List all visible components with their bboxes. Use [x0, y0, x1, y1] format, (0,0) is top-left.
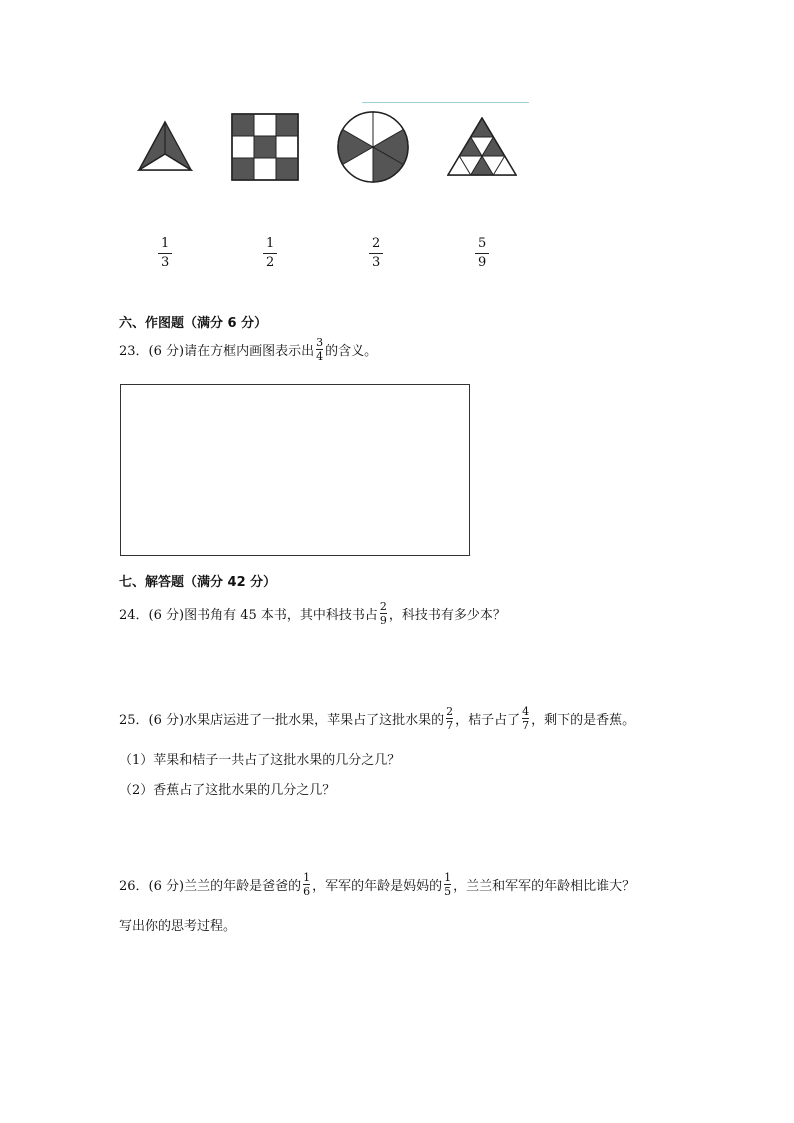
fraction-denominator: 2: [266, 255, 275, 270]
triangle-ninths-figure: [447, 117, 517, 177]
fraction-numerator: 3: [316, 336, 324, 349]
question-text: 26．(6 分)兰兰的年龄是爸爸的: [119, 879, 302, 894]
question-25-part-2: （2）香蕉占了这批水果的几分之几？: [119, 783, 336, 798]
fraction-option-3: [369, 237, 383, 270]
question-26: [119, 872, 635, 897]
inline-fraction: [446, 706, 453, 731]
inline-fraction: [522, 706, 529, 731]
fraction-numerator: 1: [444, 871, 452, 884]
fraction-denominator: 4: [316, 350, 324, 363]
fraction-denominator: 7: [522, 719, 530, 732]
question-26-line-2: 写出你的思考过程。: [119, 919, 237, 934]
question-text: ，桔子占了: [455, 713, 521, 728]
drawing-answer-box[interactable]: [120, 384, 470, 556]
fraction-numerator: 5: [478, 236, 487, 251]
fraction-option-2: [263, 237, 277, 270]
fraction-denominator: 3: [372, 255, 381, 270]
question-24: [119, 601, 506, 626]
fraction-numerator: 2: [446, 705, 454, 718]
fraction-numerator: 2: [379, 600, 387, 613]
fraction-denominator: 3: [161, 255, 170, 270]
section-7-title: 七、解答题（满分 42 分）: [119, 575, 277, 590]
fraction-denominator: 6: [303, 885, 311, 898]
question-25: [119, 706, 635, 731]
question-23: [119, 337, 377, 362]
section-6-title: 六、作图题（满分 6 分）: [119, 316, 268, 331]
fraction-denominator: 9: [478, 255, 487, 270]
inline-fraction: [444, 872, 451, 897]
fraction-numerator: 1: [303, 871, 311, 884]
inline-fraction: [316, 337, 323, 362]
fraction-option-4: [475, 237, 489, 270]
fraction-denominator: 5: [444, 885, 452, 898]
question-text: ，科技书有多少本？: [388, 608, 506, 623]
question-text: 24．(6 分)图书角有 45 本书，其中科技书占: [119, 608, 378, 623]
question-text: 的含义。: [325, 344, 378, 359]
question-text: 23．(6 分)请在方框内画图表示出: [119, 344, 315, 359]
triangle-thirds-figure: [137, 120, 193, 172]
circle-sixths-figure: [336, 110, 410, 184]
question-25-part-1: （1）苹果和桔子一共占了这批水果的几分之几？: [119, 753, 401, 768]
fraction-numerator: 2: [372, 236, 381, 251]
inline-fraction: [380, 601, 387, 626]
fraction-numerator: 1: [161, 236, 170, 251]
question-text: ，军军的年龄是妈妈的: [312, 879, 443, 894]
fraction-numerator: 4: [522, 705, 530, 718]
fraction-denominator: 7: [446, 719, 454, 732]
question-text: 25．(6 分)水果店运进了一批水果，苹果占了这批水果的: [119, 713, 445, 728]
fraction-option-1: [158, 237, 172, 270]
inline-fraction: [303, 872, 310, 897]
fraction-bar: [158, 253, 172, 254]
checkerboard-figure: [231, 113, 299, 181]
fraction-bar: [369, 253, 383, 254]
fraction-bar: [475, 253, 489, 254]
fraction-bar: [263, 253, 277, 254]
question-text: ，剩下的是香蕉。: [531, 713, 636, 728]
header-rule: [362, 102, 529, 103]
fraction-denominator: 9: [379, 614, 387, 627]
fraction-numerator: 1: [266, 236, 275, 251]
question-text: ，兰兰和军军的年龄相比谁大？: [453, 879, 636, 894]
